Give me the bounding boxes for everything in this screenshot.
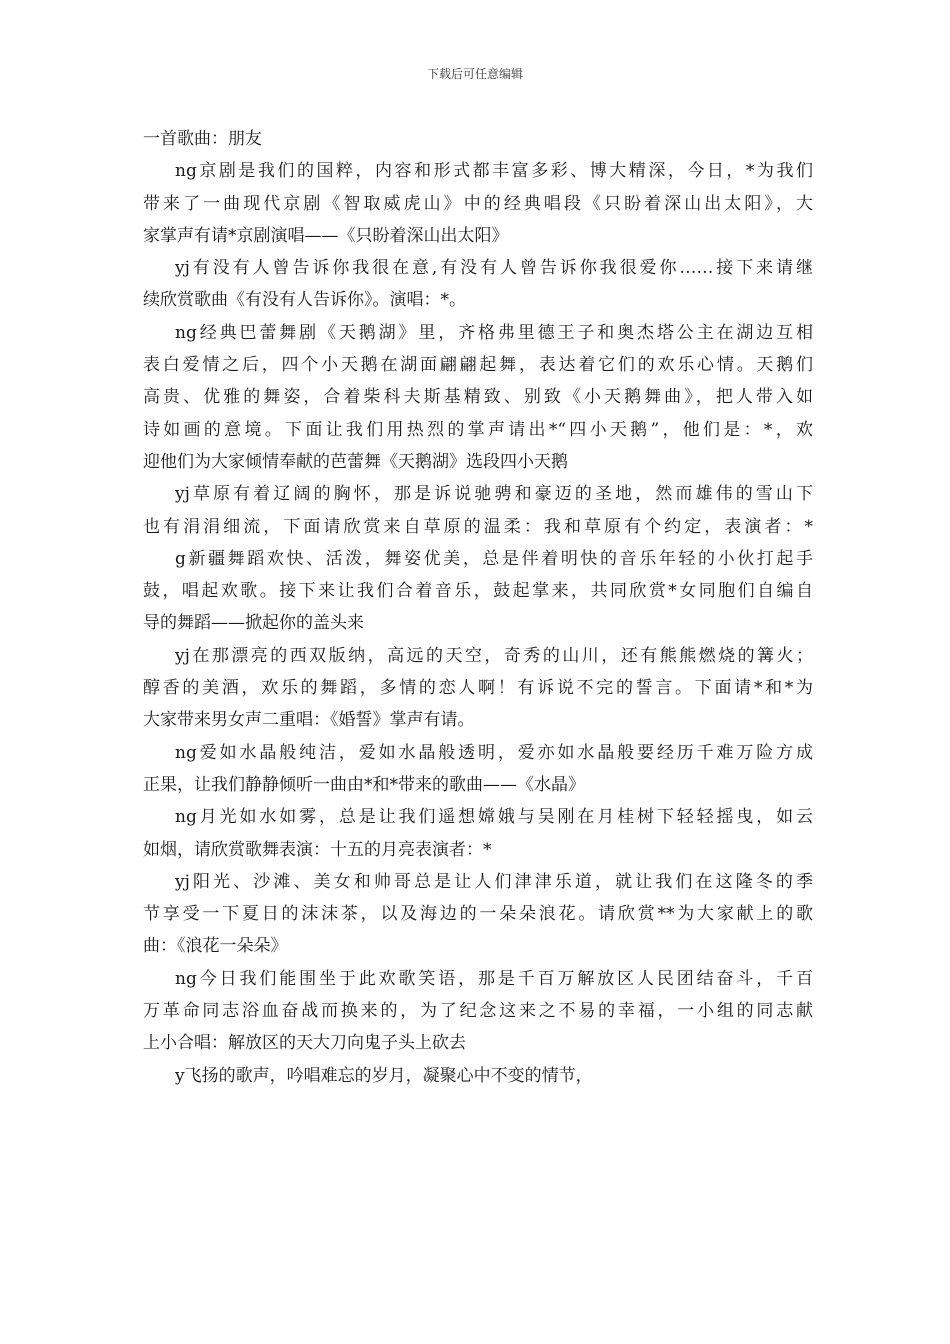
text-line: 醇香的美酒，欢乐的舞蹈，多情的恋人啊！有诉说不完的誓言。下面请*和*为 — [143, 678, 813, 699]
text-line: 曲：《浪花一朵朵》 — [143, 936, 288, 957]
text-line: yj在那漂亮的西双版纳，高远的天空，奇秀的山川，还有熊熊燃烧的篝火； — [175, 645, 813, 666]
text-line: y飞扬的歌声，吟唱难忘的岁月，凝聚心中不变的情节， — [175, 1065, 593, 1086]
text-line: g新疆舞蹈欢快、活泼，舞姿优美，总是伴着明快的音乐年轻的小伙打起手 — [175, 548, 813, 569]
text-line: 如烟，请欣赏歌舞表演：十五的月亮表演者：* — [143, 839, 492, 860]
text-line: ng今日我们能围坐于此欢歌笑语，那是千百万解放区人民团结奋斗，千百 — [175, 968, 813, 989]
text-line: 家掌声有请*京剧演唱——《只盼着深山出太阳》 — [143, 225, 509, 246]
document-body — [143, 123, 813, 1092]
text-line: ng爱如水晶般纯洁，爱如水晶般透明，爱亦如水晶般要经历千难万险方成 — [175, 742, 813, 763]
text-line: ng经典巴蕾舞剧《天鹅湖》里，齐格弗里德王子和奥杰塔公主在湖边互相 — [175, 322, 813, 343]
page-header-note: 下载后可任意编辑 — [426, 67, 523, 81]
text-line: 也有涓涓细流，下面请欣赏来自草原的温柔：我和草原有个约定，表演者：* — [143, 516, 813, 537]
text-line: 迎他们为大家倾情奉献的芭蕾舞《天鹅湖》选段四小天鹅 — [143, 451, 568, 472]
text-line: 大家带来男女声二重唱：《婚誓》掌声有请。 — [143, 710, 475, 731]
text-line: 续欣赏歌曲《有没有人告诉你》。演唱：*。 — [143, 290, 466, 311]
text-line: 带来了一曲现代京剧《智取威虎山》中的经典唱段《只盼着深山出太阳》，大 — [143, 193, 813, 214]
text-line: 表白爱情之后，四个小天鹅在湖面翩翩起舞，表达着它们的欢乐心情。天鹅们 — [143, 355, 813, 376]
text-line: 导的舞蹈——掀起你的盖头来 — [143, 613, 364, 634]
text-line: 万革命同志浴血奋战而换来的，为了纪念这来之不易的幸福，一小组的同志献 — [143, 1001, 813, 1022]
text-line: 鼓，唱起欢歌。接下来让我们合着音乐，鼓起掌来，共同欣赏*女同胞们自编自 — [143, 581, 813, 602]
text-line: ng月光如水如雾，总是让我们遥想嫦娥与吴刚在月桂树下轻轻摇曳，如云 — [175, 807, 813, 828]
text-line: 诗如画的意境。下面让我们用热烈的掌声请出*“四小天鹅”，他们是：*，欢 — [143, 419, 813, 440]
text-line: yj有没有人曾告诉你我很在意,有没有人曾告诉你我很爱你……接下来请继 — [175, 258, 813, 279]
text-line: 节享受一下夏日的沫沫茶，以及海边的一朵朵浪花。请欣赏**为大家献上的歌 — [143, 904, 813, 925]
text-line: 高贵、优雅的舞姿，合着柴科夫斯基精致、别致《小天鹅舞曲》，把人带入如 — [143, 387, 813, 408]
text-line: 一首歌曲：朋友 — [143, 129, 262, 149]
text-line: ng京剧是我们的国粹，内容和形式都丰富多彩、博大精深，今日，*为我们 — [175, 161, 813, 182]
text-line: yj草原有着辽阔的胸怀，那是诉说驰骋和豪迈的圣地，然而雄伟的雪山下 — [175, 484, 813, 505]
text-line: 上小合唱：解放区的天大刀向鬼子头上砍去 — [143, 1033, 466, 1054]
text-line: yj阳光、沙滩、美女和帅哥总是让人们津津乐道，就让我们在这隆冬的季 — [175, 871, 813, 892]
text-line: 正果，让我们静静倾听一曲由*和*带来的歌曲——《水晶》 — [143, 774, 585, 795]
